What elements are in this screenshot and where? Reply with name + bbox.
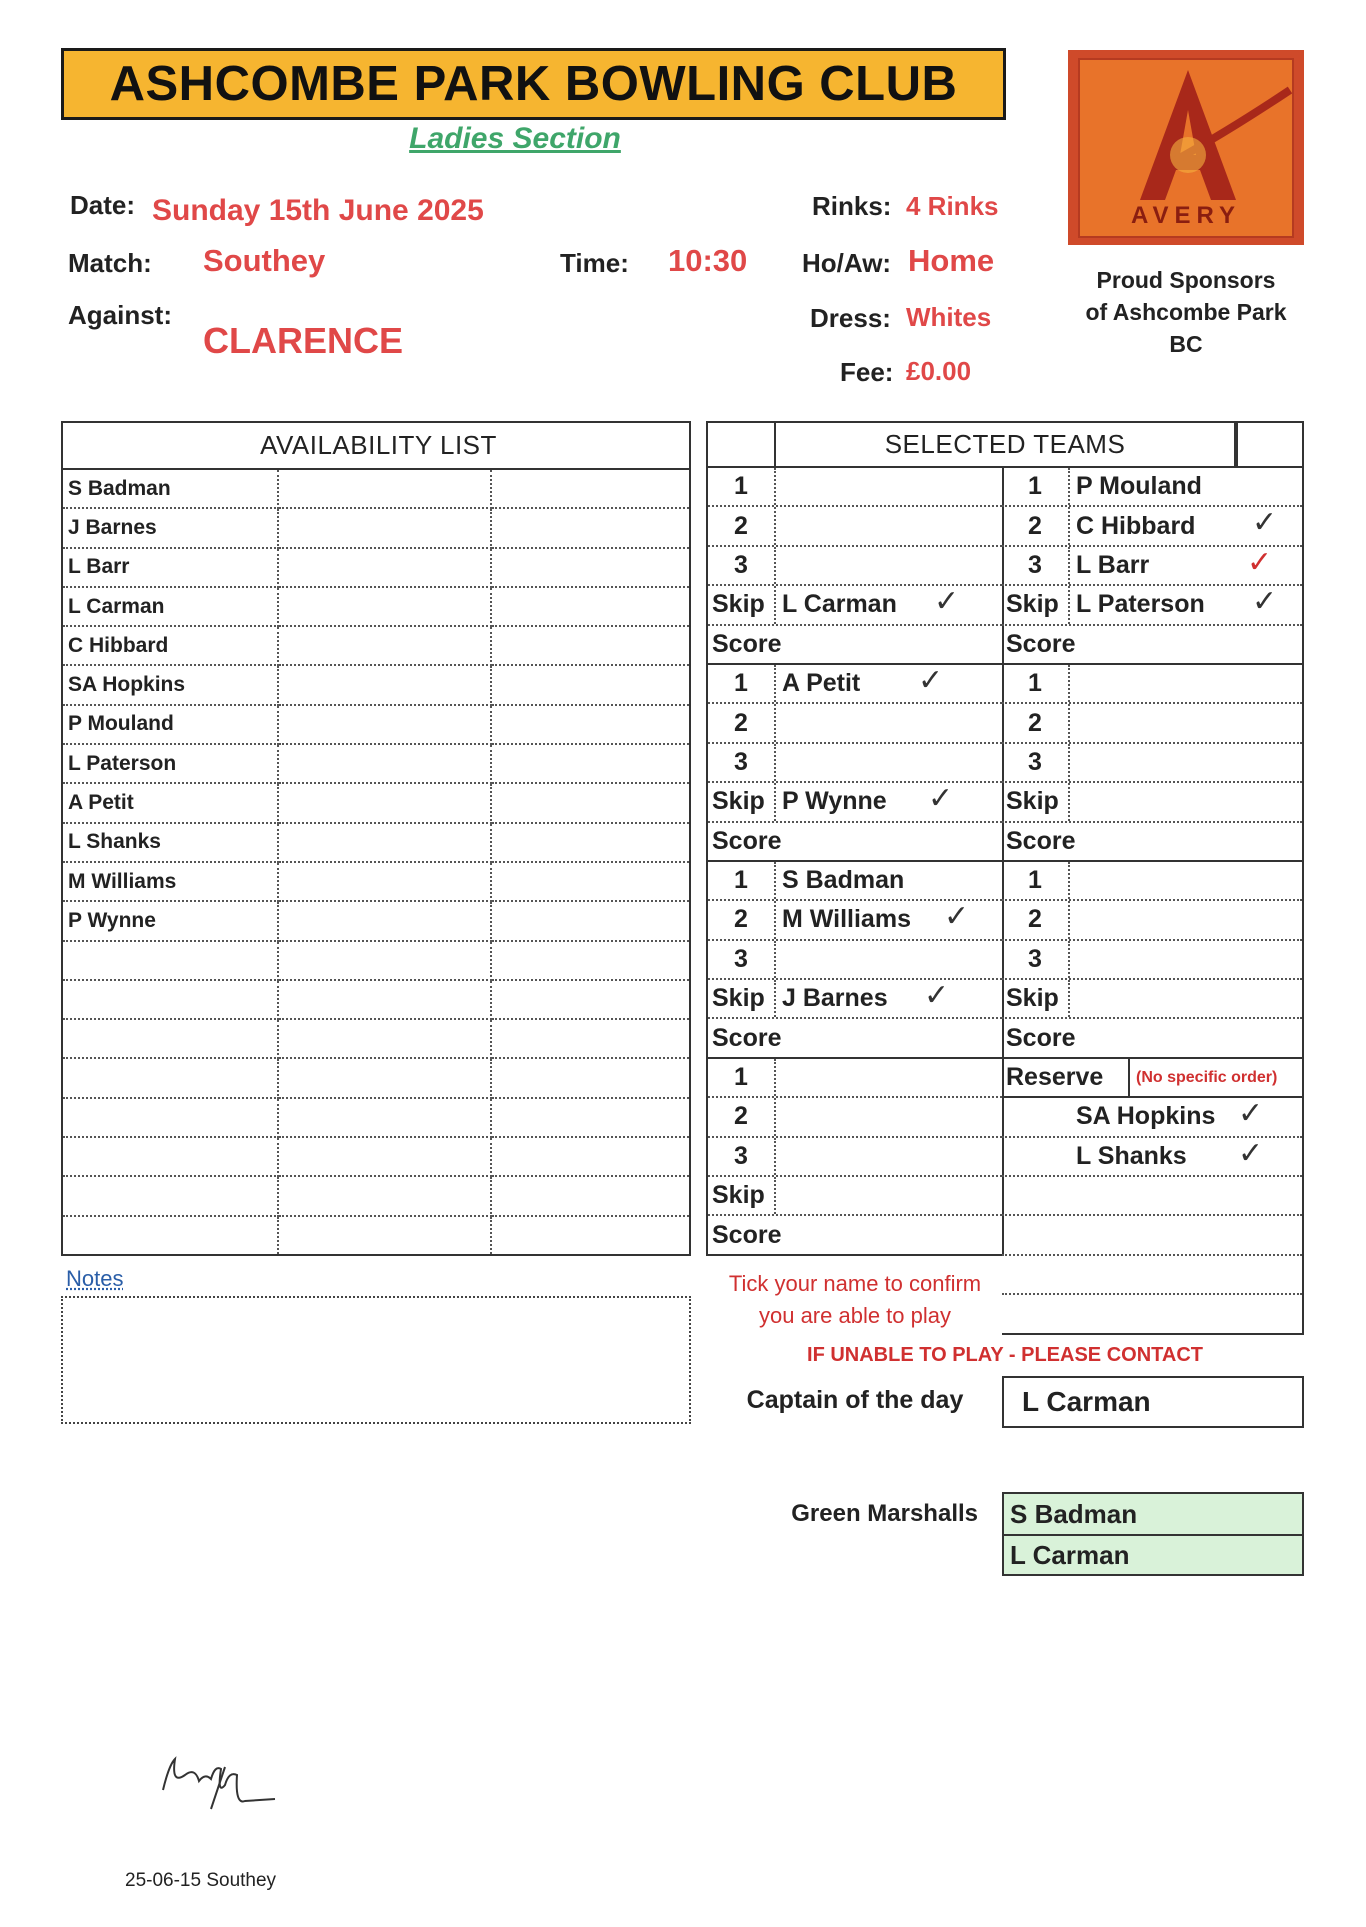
checkmark-icon: ✓ xyxy=(924,979,950,1013)
header-cell-right xyxy=(1236,423,1302,466)
availability-table xyxy=(61,421,691,1256)
signature-mark xyxy=(155,1745,295,1825)
against-label: Against: xyxy=(68,300,172,330)
hoaw-label: Ho/Aw: xyxy=(802,248,892,278)
player-row xyxy=(708,901,1002,940)
availability-cell[interactable] xyxy=(491,1098,690,1137)
availability-row xyxy=(62,1216,690,1255)
checkmark-icon: ✓ xyxy=(928,782,954,816)
availability-row xyxy=(62,548,690,587)
player-row xyxy=(708,744,1002,783)
green-marshall-2: L Carman xyxy=(1004,1534,1302,1574)
availability-cell[interactable] xyxy=(491,1216,690,1255)
section-subtitle: Ladies Section xyxy=(409,122,621,155)
availability-name[interactable]: L Barr xyxy=(62,548,278,587)
footer-reference: 25-06-15 Southey xyxy=(125,1870,277,1891)
availability-cell[interactable] xyxy=(278,941,491,980)
score-label: Score xyxy=(712,1220,782,1249)
sponsor-line-3: BC xyxy=(1169,331,1203,357)
availability-cell[interactable] xyxy=(278,665,491,704)
checkmark-icon: ✓ xyxy=(934,585,960,619)
availability-cell[interactable] xyxy=(491,1176,690,1215)
position-number: 3 xyxy=(708,547,776,584)
position-number: 2 xyxy=(1002,704,1070,741)
player-row xyxy=(1002,704,1302,743)
position-number: 2 xyxy=(708,901,776,938)
position-number: 1 xyxy=(708,1059,776,1096)
dress-value: Whites xyxy=(906,302,992,332)
availability-cell[interactable] xyxy=(491,1058,690,1097)
against-value: CLARENCE xyxy=(203,320,404,361)
checkmark-icon: ✓ xyxy=(944,900,970,934)
availability-row xyxy=(62,980,690,1019)
availability-cell[interactable] xyxy=(278,626,491,665)
player-row xyxy=(1002,665,1302,704)
availability-name[interactable] xyxy=(62,1058,278,1097)
position-number: 3 xyxy=(708,744,776,781)
tick-note xyxy=(706,1268,1004,1332)
sponsor-text xyxy=(1060,264,1312,360)
reserve-row[interactable] xyxy=(1002,1177,1302,1216)
player-name[interactable]: J Barnes xyxy=(782,984,888,1013)
position-number: 1 xyxy=(1002,862,1070,899)
reserve-name: SA Hopkins xyxy=(1076,1102,1216,1131)
availability-cell[interactable] xyxy=(491,980,690,1019)
reserve-row[interactable] xyxy=(1002,1295,1302,1334)
skip-label: Skip xyxy=(1002,783,1070,820)
player-row xyxy=(708,468,1002,507)
captain-value: L Carman xyxy=(1002,1376,1304,1428)
availability-cell[interactable] xyxy=(278,587,491,626)
left-rinks-column xyxy=(706,468,1004,1256)
skip-row xyxy=(1002,980,1302,1019)
availability-cell[interactable] xyxy=(491,587,690,626)
position-number: 1 xyxy=(1002,468,1070,505)
header-cell-left xyxy=(708,423,776,466)
player-row xyxy=(1002,862,1302,901)
captain-label: Captain of the day xyxy=(746,1386,964,1414)
position-number: 3 xyxy=(1002,941,1070,978)
checkmark-icon: ✓ xyxy=(1238,1136,1264,1170)
player-row xyxy=(1002,744,1302,783)
availability-cell[interactable] xyxy=(491,508,690,547)
player-name[interactable]: M Williams xyxy=(782,905,911,934)
availability-name[interactable]: L Shanks xyxy=(62,823,278,862)
unable-to-play-text: IF UNABLE TO PLAY - PLEASE CONTACT xyxy=(807,1344,1203,1366)
availability-name[interactable] xyxy=(62,1098,278,1137)
position-number: 2 xyxy=(1002,507,1070,544)
position-number: 1 xyxy=(708,468,776,505)
checkmark-icon: ✓ xyxy=(1238,1097,1264,1131)
player-row xyxy=(1002,468,1302,507)
rinks-value: 4 Rinks xyxy=(906,191,999,221)
availability-name[interactable] xyxy=(62,1176,278,1215)
availability-name[interactable]: L Carman xyxy=(62,587,278,626)
player-name[interactable]: L Paterson xyxy=(1076,590,1205,619)
date-value: Sunday 15th June 2025 xyxy=(152,194,484,227)
player-name[interactable]: L Carman xyxy=(782,590,897,619)
availability-name[interactable]: C Hibbard xyxy=(62,626,278,665)
club-title: ASHCOMBE PARK BOWLING CLUB xyxy=(61,48,1006,120)
time-label: Time: xyxy=(560,248,629,278)
tick-note-line-2: you are able to play xyxy=(758,1303,952,1328)
green-marshall-1: S Badman xyxy=(1010,1498,1138,1529)
availability-row xyxy=(62,705,690,744)
position-number: 3 xyxy=(708,1138,776,1175)
reserve-row[interactable] xyxy=(1002,1098,1302,1137)
availability-row xyxy=(62,1019,690,1058)
skip-label: Skip xyxy=(1002,586,1070,623)
player-row xyxy=(708,507,1002,546)
availability-name[interactable]: S Badman xyxy=(62,469,278,508)
right-rinks-column xyxy=(1002,468,1304,1335)
availability-header: AVAILABILITY LIST xyxy=(62,422,690,469)
availability-cell[interactable] xyxy=(278,980,491,1019)
date-label: Date: xyxy=(70,190,136,220)
reserve-row[interactable] xyxy=(1002,1216,1302,1255)
score-label: Score xyxy=(1006,629,1076,658)
availability-cell[interactable] xyxy=(278,862,491,901)
availability-cell[interactable] xyxy=(278,783,491,822)
score-row[interactable] xyxy=(708,626,1002,665)
player-row xyxy=(708,1098,1002,1137)
checkmark-icon: ✓ xyxy=(1247,545,1273,579)
availability-cell[interactable] xyxy=(491,901,690,940)
skip-label: Skip xyxy=(708,980,776,1017)
availability-cell[interactable] xyxy=(491,783,690,822)
availability-row xyxy=(62,941,690,980)
availability-cell[interactable] xyxy=(491,1019,690,1058)
availability-name[interactable]: M Williams xyxy=(62,862,278,901)
player-name[interactable]: P Mouland xyxy=(1076,472,1202,501)
availability-cell[interactable] xyxy=(278,548,491,587)
avery-logo xyxy=(1068,50,1304,245)
availability-cell[interactable] xyxy=(278,744,491,783)
availability-name[interactable] xyxy=(62,1019,278,1058)
availability-name[interactable]: J Barnes xyxy=(62,508,278,547)
availability-cell[interactable] xyxy=(278,901,491,940)
player-row xyxy=(1002,941,1302,980)
availability-cell[interactable] xyxy=(278,1176,491,1215)
availability-name[interactable] xyxy=(62,941,278,980)
player-row xyxy=(1002,901,1302,940)
hoaw-value: Home xyxy=(908,243,995,278)
sponsor-line-1: Proud Sponsors xyxy=(1096,267,1276,293)
position-number: 2 xyxy=(708,704,776,741)
position-number: 1 xyxy=(708,862,776,899)
selected-teams-header xyxy=(706,421,1304,468)
player-row xyxy=(708,665,1002,704)
availability-row xyxy=(62,1176,690,1215)
green-marshalls-label: Green Marshalls xyxy=(791,1500,978,1527)
availability-row xyxy=(62,1098,690,1137)
score-label: Score xyxy=(1006,826,1076,855)
player-row xyxy=(1002,547,1302,586)
player-name[interactable]: A Petit xyxy=(782,669,861,698)
availability-cell[interactable] xyxy=(278,1058,491,1097)
skip-row xyxy=(708,783,1002,822)
fee-value: £0.00 xyxy=(906,356,972,386)
rinks-label: Rinks: xyxy=(812,191,892,221)
checkmark-icon: ✓ xyxy=(1252,585,1278,619)
availability-cell[interactable] xyxy=(278,1216,491,1255)
match-value: Southey xyxy=(203,243,326,278)
score-label: Score xyxy=(712,629,782,658)
availability-name[interactable]: P Wynne xyxy=(62,901,278,940)
reserve-row[interactable] xyxy=(1002,1256,1302,1295)
player-name[interactable]: S Badman xyxy=(782,866,905,895)
availability-name[interactable]: A Petit xyxy=(62,783,278,822)
player-name[interactable]: P Wynne xyxy=(782,787,887,816)
score-row[interactable] xyxy=(708,1216,1002,1255)
availability-cell[interactable] xyxy=(278,508,491,547)
availability-row xyxy=(62,469,690,508)
score-row[interactable] xyxy=(1002,626,1302,665)
availability-name[interactable]: L Paterson xyxy=(62,744,278,783)
availability-cell[interactable] xyxy=(491,705,690,744)
availability-row xyxy=(62,626,690,665)
skip-label: Skip xyxy=(708,586,776,623)
reserve-note: (No specific order) xyxy=(1136,1068,1278,1086)
availability-name[interactable]: SA Hopkins xyxy=(62,665,278,704)
time-value: 10:30 xyxy=(668,243,748,278)
availability-row xyxy=(62,744,690,783)
skip-row xyxy=(708,980,1002,1019)
availability-cell[interactable] xyxy=(491,1137,690,1176)
availability-row xyxy=(62,508,690,547)
availability-name[interactable]: P Mouland xyxy=(62,705,278,744)
skip-label: Skip xyxy=(1002,980,1070,1017)
availability-cell[interactable] xyxy=(491,548,690,587)
score-row[interactable] xyxy=(708,1019,1002,1058)
green-marshalls-box xyxy=(1002,1492,1304,1576)
position-number: 1 xyxy=(708,665,776,702)
tick-note-line-1: Tick your name to confirm xyxy=(728,1271,982,1296)
score-label: Score xyxy=(712,826,782,855)
position-number: 2 xyxy=(1002,901,1070,938)
player-row xyxy=(708,1138,1002,1177)
notes-label: Notes xyxy=(66,1266,124,1291)
player-row xyxy=(708,1059,1002,1098)
position-number: 2 xyxy=(708,1098,776,1135)
availability-cell[interactable] xyxy=(491,626,690,665)
checkmark-icon: ✓ xyxy=(918,663,944,697)
availability-row xyxy=(62,823,690,862)
availability-name[interactable] xyxy=(62,1216,278,1255)
availability-row xyxy=(62,862,690,901)
dress-label: Dress: xyxy=(810,303,891,333)
availability-cell[interactable] xyxy=(491,665,690,704)
availability-row xyxy=(62,1137,690,1176)
position-number: 3 xyxy=(708,941,776,978)
availability-cell[interactable] xyxy=(491,941,690,980)
reserve-header-row xyxy=(1002,1059,1302,1098)
availability-cell[interactable] xyxy=(278,705,491,744)
player-name[interactable]: C Hibbard xyxy=(1076,511,1196,540)
position-number: 3 xyxy=(1002,547,1070,584)
sponsor-line-2: of Ashcombe Park xyxy=(1085,299,1287,325)
logo-text: AVERY xyxy=(1130,202,1241,229)
skip-row xyxy=(708,586,1002,625)
availability-cell[interactable] xyxy=(278,1137,491,1176)
score-label: Score xyxy=(1006,1023,1076,1052)
availability-cell[interactable] xyxy=(278,823,491,862)
availability-row xyxy=(62,783,690,822)
score-row[interactable] xyxy=(1002,1019,1302,1058)
availability-cell[interactable] xyxy=(278,1098,491,1137)
availability-row xyxy=(62,587,690,626)
player-row xyxy=(708,704,1002,743)
skip-row xyxy=(1002,586,1302,625)
position-number: 3 xyxy=(1002,744,1070,781)
availability-cell[interactable] xyxy=(278,469,491,508)
availability-cell[interactable] xyxy=(491,744,690,783)
availability-cell[interactable] xyxy=(491,862,690,901)
reserve-name: L Shanks xyxy=(1076,1141,1187,1170)
availability-cell[interactable] xyxy=(278,1019,491,1058)
player-row xyxy=(1002,507,1302,546)
notes-box[interactable] xyxy=(61,1296,691,1424)
player-row xyxy=(708,862,1002,901)
skip-row xyxy=(708,1177,1002,1216)
availability-name[interactable] xyxy=(62,1137,278,1176)
reserve-label: Reserve xyxy=(1002,1059,1130,1096)
availability-cell[interactable] xyxy=(491,469,690,508)
skip-label: Skip xyxy=(708,1177,776,1214)
position-number: 2 xyxy=(708,507,776,544)
player-row xyxy=(708,547,1002,586)
player-row xyxy=(708,941,1002,980)
avery-a-icon xyxy=(1080,60,1296,210)
availability-row xyxy=(62,665,690,704)
reserve-row[interactable] xyxy=(1002,1138,1302,1177)
availability-row xyxy=(62,901,690,940)
selected-teams-title: SELECTED TEAMS xyxy=(776,423,1236,466)
availability-cell[interactable] xyxy=(491,823,690,862)
availability-row xyxy=(62,1058,690,1097)
skip-label: Skip xyxy=(708,783,776,820)
score-row[interactable] xyxy=(1002,823,1302,862)
score-row[interactable] xyxy=(708,823,1002,862)
match-label: Match: xyxy=(68,248,152,278)
fee-label: Fee: xyxy=(840,357,894,387)
position-number: 1 xyxy=(1002,665,1070,702)
availability-name[interactable] xyxy=(62,980,278,1019)
checkmark-icon: ✓ xyxy=(1252,506,1278,540)
score-label: Score xyxy=(712,1023,782,1052)
player-name[interactable]: L Barr xyxy=(1076,550,1150,579)
skip-row xyxy=(1002,783,1302,822)
